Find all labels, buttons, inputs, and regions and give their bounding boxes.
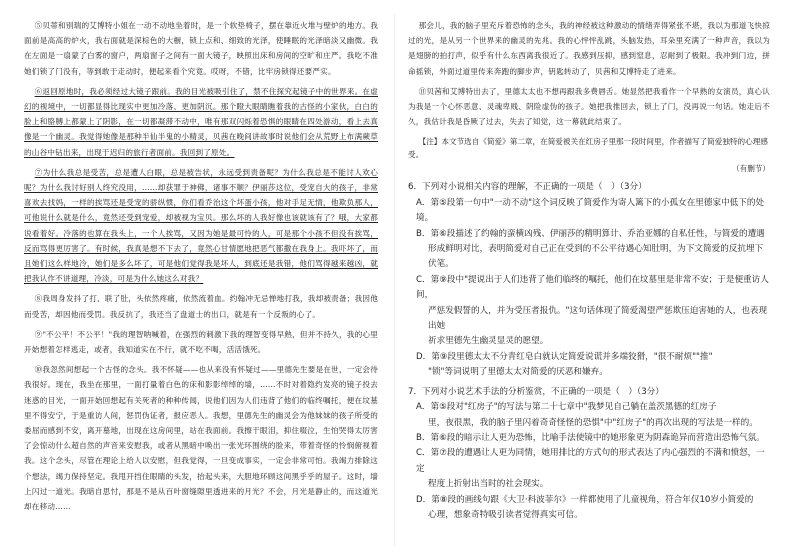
option-line: B．第⑥段描述了约翰的蛮横凶残、伊丽莎的精明算计、乔治亚娜的自私任性，与简爱的遭遇 [416, 228, 765, 239]
option-line: A．第⑤段对"红房子"的写法与第二十七章中"我梦见自己躺在盖茨黑德的红房子 [416, 402, 717, 413]
option-line: A．第⑤段第一句中"一动不动"这个词反映了简爱作为寄人篱下的小孤女在里德家中低下的处境。 [416, 197, 765, 224]
passage-left-column [24, 18, 378, 519]
questions-right-column [408, 18, 770, 523]
option-line: 严惩发假誓的人，并为受压者报仇。"这句话体现了简爱渴望严惩欺压迫害她的人，也表现出她 [428, 305, 768, 332]
option-line: 祈求里德先生幽灵显灵的愿望。 [428, 336, 549, 347]
abridged-label: （有删节） [732, 164, 770, 174]
question-stem: 6．下列对小说相关内容的理解，不正确的一项是（ ）（3分） [408, 182, 647, 193]
option-line: 形成鲜明对比，表明简爱对自己正在受到的不公平待遇心知肚明，为下文简爱的反抗埋下伏笔。 [428, 244, 764, 270]
option-line: 心理，想象奇特吸引读者觉得真实可信。 [428, 509, 583, 520]
passage-paragraph: 那会儿，我的脑子里充斥着恐怖的念头，我的神经被这种激动的情绪弄得紧张不堪，我以为那道飞快掠过的光，是从另一个世界来的幽灵的先兆。我的心怦怦乱跳，头脑发热，耳朵里充满了一种声音，我以为是翅膀的拍打声，似乎有什么东西离我很近了。我感到压抑，感到窒息，忍耐到了极限。我冲到门边，拼命摇锁，外面过道里传来奔跑的脚步声，钥匙转动了，贝茜和艾博特走了进来。 [408, 21, 770, 76]
option-line: B．第⑥段的暗示让人更为恐怖，比喻手法使镜中的她形象更为阴森诡异而营造出恐怖气氛。 [416, 432, 765, 443]
question-7 [408, 385, 770, 524]
passage-paragraph: ⑤贝蒂和别瑞的艾博特小姐在一动不动地坐着时，是一个软垫椅子，摆在靠近火堆与壁炉的地方。我面前是高高的炉火，我右面就是深棕色的大橱，锁上点和、细致的光泽，使睡眠的光泽暗淡又幽微。我在左面是一扇蒙了白雾的窗户，两扇窗子之间有一面大镜子，映照出床和房间的空旷和庄严。我吃不准她们锁了门没有，等到敢于走动时，便起来看个究竟。哎呀，不错，比牢房锁得还要严实。 [24, 21, 378, 76]
passage-paragraph: ⑩我忽然间想起一个古怪的念头。我不怀疑——也从来没有怀疑过——里德先生要是在世，一定会待我很好。现在，我坐在那里，一面打量着白色的床和影影绰绰的墙，……不时对着隐约发亮的镜子投去迷惑的目光，一面开始回想起有关死者的种种传闻，说他们因为人们违背了他们的临终嘱托，便在坟墓里不得安宁，于是重访人间，惩罚伪证者，报应恶人。我想，里德先生的幽灵会为他妹妹的孩子所受的委屈而感到不安，离开墓地，出现在这房间里，站在我面前。我擦干眼泪，抑住啜泣，生怕哭得太厉害了会惊动什么超自然的声音来安慰我，或者从黑暗中唤出一张光环围绕的脸来，带着奇怪的怜悯俯视着我。这个念头，尽管在理论上给人以安慰，但我觉得，一旦变成事实，一定会非常可怕。我竭力排除这个想法，竭力保持坚定。我甩开挡住眼睛的头发，抬起头来，大胆地环顾这间黑乎乎的屋子。这时，墙上闪过一道光。我暗自思忖，那是不是从百叶窗缝隙里透进来的月光？不会，月光是静止的，而这道光却在移动…… [24, 365, 378, 512]
source-note: 【注】本文节选自《简爱》第二章，在简爱被关在红房子里那一段时间里，作者描写了简爱独特的心理感受。 [408, 137, 768, 160]
option-line: D．第⑧段的画线句跟《大卫·科波菲尔》一样都使用了儿童视角，符合年仅10岁小简爱的 [416, 494, 754, 505]
passage-paragraph: ⑥返回原地时，我必须经过大镜子跟前。我的目光被吸引住了，禁不住探究起镜子中的世界来。在虚幻的视境中，一切都显得比现实中更加冷落、更加阴沉。那个瞪大眼睛瞧着我的古怪的小家伙，白白的脸上和胳膊上都蒙上了阴影，在一切都凝滞不动中，唯有那双闪烁着恐惧的眼睛在四处游动，看上去真像是一个幽灵。我觉得她像是那种半仙半鬼的小精灵，贝茜在晚间讲故事时说他们会从荒野上布满蕨草的山谷中钻出来，出现于迟归的旅行者面前。我回到了原处。 [24, 86, 378, 157]
option-line: C．第⑨段中"提说出于人们违背了他们临终的嘱托，他们在坟墓里是非常不安；于是便重访人间， [416, 274, 769, 301]
option-line: 里，夜很黑，我的脑子里闪着奇奇怪怪的恐惧"中"红房子"的再次出现的写法是一样的。 [428, 417, 758, 428]
option-line: "锁"等词说明了里德太太对简爱的厌恶和嫌弃。 [428, 367, 608, 378]
option-line: D．第⑨段里德太太不分青红皂白就认定简爱说谎并多端狡猾，"很不耐烦""推" [416, 351, 713, 362]
passage-paragraph: ⑪贝茜和艾博特出去了，里德太太也不想再跟我多费唇舌。她显然把我看作一个早熟的女演员，真心认为我是一个心怀恶意、灵魂卑贱、阴险虚伪的孩子。她把我推回去，锁上了门，没再说一句话。她走后不久，我估计我是昏厥了过去，失去了知觉，这一幕就此结束了。 [408, 86, 770, 127]
option-line: C．第⑦段的遭遇让人更为同情，她用排比的方式句的形式表达了内心强烈的不满和愤怒，一定 [416, 448, 765, 474]
passage-paragraph: ⑦为什么我总是受苦，总是遭人白眼，总是被告状，永远受到责备呢？为什么我总是不能讨人欢心呢？为什么我讨好别人终究没用，……却获罪于神佛，诸事不顺？伊丽莎这位，受宠自大的孩子，非常喜欢去找妈，一样的挨骂还是受宠的骄纵惯，你们看乔治这个坏蛋小孩，他对手足无情，他欺负那人，可他说什么就是什么，竟然还受到宠爱，却被视为宝贝。那么坏的人我好像也该就该有了？哦，大家都说看着好。冷落的也算在我头上，一个人挨骂，又因为她是最可怜的人，可是那个小孩不但没有挨骂，反而骂得更厉害了。有时候，我真是想不下去了，竟然心甘情愿地把恶气都撒在我身上。我吓坏了，而且她们这么样地冷，她们是多么坏了，可是他们觉得我是坏人，到底还是我错，他们骂得越来越凶，就把我认作不讲道理，冷淡，可是为什么她这么对我？ [24, 167, 378, 284]
option-line: 程度上折射出当时的社会现实。 [428, 479, 549, 490]
question-6 [408, 180, 770, 380]
question-stem: 7．下列对小说艺术手法的分析鉴赏，不正确的一项是（ ）（3分） [408, 386, 664, 397]
column-divider [394, 14, 395, 546]
passage-paragraph: ⑧我周身发抖了打、联了肚，头依然疼痛，依然流着血。约翰冲无忌惮地打我，我却被责备；我因他而受苦，却因他而受罚。我反抗了，我还当了盘道士的出口，就是有一个反叛的心了。 [24, 294, 378, 319]
passage-paragraph: ⑨"不公平！不公平！"我的理智呐喊着，在强烈的刺激下我的理智变得早熟，但并不持久，我的心里开始想着怎样逃走，或者，我知道实在不行，就不吃不喝，活活饿死。 [24, 329, 378, 355]
